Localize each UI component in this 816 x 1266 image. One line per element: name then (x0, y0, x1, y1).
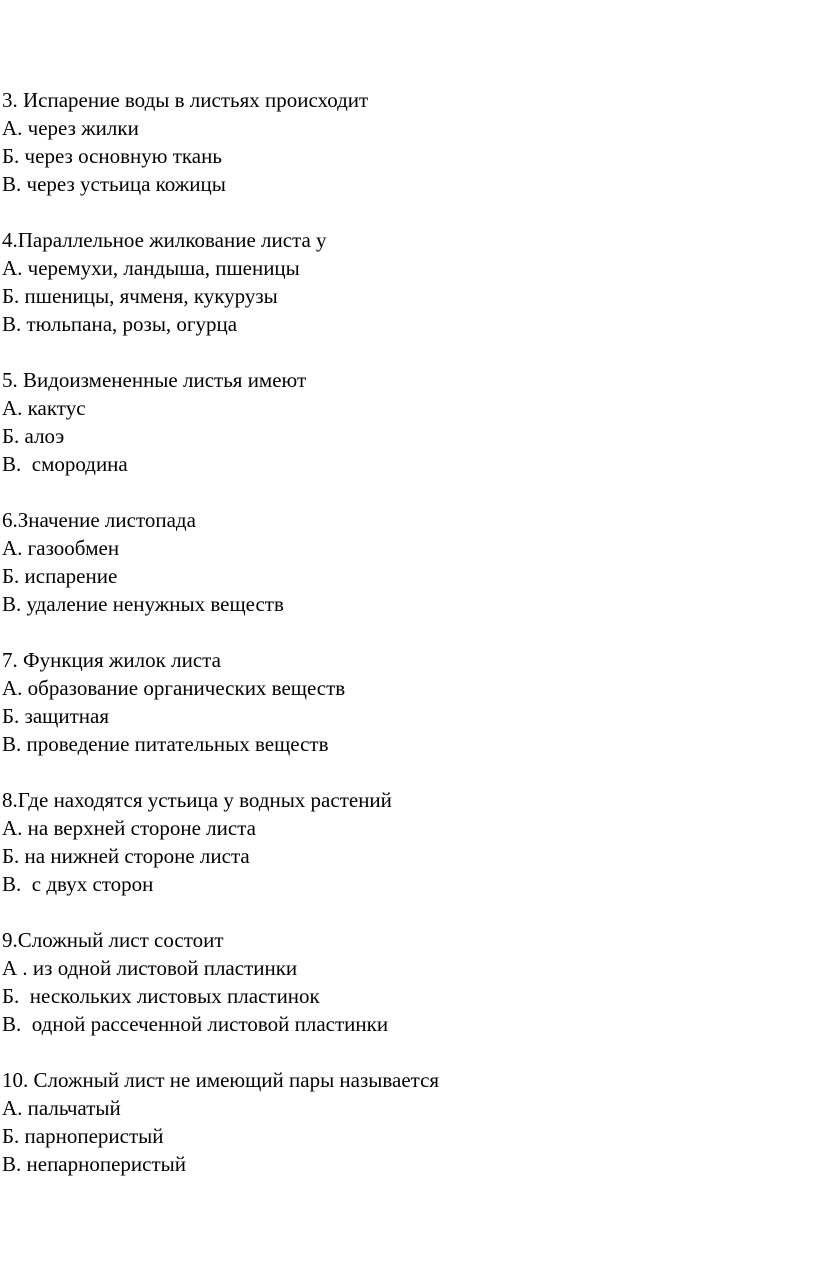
answer-option: В. удаление ненужных веществ (2, 592, 284, 616)
question-text: 4.Параллельное жилкование листа у (2, 228, 327, 252)
question-block (2, 506, 814, 618)
answer-option: В. с двух сторон (2, 872, 154, 896)
question-text: 5. Видоизмененные листья имеют (2, 368, 307, 392)
question-block (2, 366, 814, 478)
answer-option: В. непарноперистый (2, 1152, 187, 1176)
answer-option: Б. на нижней стороне листа (2, 844, 250, 868)
answer-option: Б. через основную ткань (2, 144, 222, 168)
question-block (2, 1066, 814, 1178)
answer-option: В. тюльпана, розы, огурца (2, 312, 238, 336)
document-page (2, 86, 814, 1206)
question-text: 10. Сложный лист не имеющий пары называется (2, 1068, 440, 1092)
answer-option: Б. защитная (2, 704, 109, 728)
answer-option: В. проведение питательных веществ (2, 732, 329, 756)
question-block (2, 86, 814, 198)
answer-option: А. газообмен (2, 536, 120, 560)
answer-option: В. одной рассеченной листовой пластинки (2, 1012, 389, 1036)
answer-option: А . из одной листовой пластинки (2, 956, 298, 980)
answer-option: А. образование органических веществ (2, 676, 346, 700)
answer-option: А. кактус (2, 396, 86, 420)
question-block (2, 926, 814, 1038)
answer-option: А. через жилки (2, 116, 139, 140)
answer-option: Б. алоэ (2, 424, 65, 448)
question-block (2, 226, 814, 338)
answer-option: Б. испарение (2, 564, 118, 588)
question-text: 8.Где находятся устьица у водных растений (2, 788, 392, 812)
answer-option: Б. пшеницы, ячменя, кукурузы (2, 284, 278, 308)
answer-option: В. через устьица кожицы (2, 172, 226, 196)
question-block (2, 646, 814, 758)
question-text: 3. Испарение воды в листьях происходит (2, 88, 369, 112)
answer-option: Б. парноперистый (2, 1124, 164, 1148)
question-block (2, 786, 814, 898)
answer-option: В. смородина (2, 452, 128, 476)
answer-option: А. на верхней стороне листа (2, 816, 256, 840)
question-text: 6.Значение листопада (2, 508, 196, 532)
question-text: 7. Функция жилок листа (2, 648, 221, 672)
question-text: 9.Сложный лист состоит (2, 928, 224, 952)
answer-option: Б. нескольких листовых пластинок (2, 984, 320, 1008)
answer-option: А. черемухи, ландыша, пшеницы (2, 256, 300, 280)
answer-option: А. пальчатый (2, 1096, 121, 1120)
